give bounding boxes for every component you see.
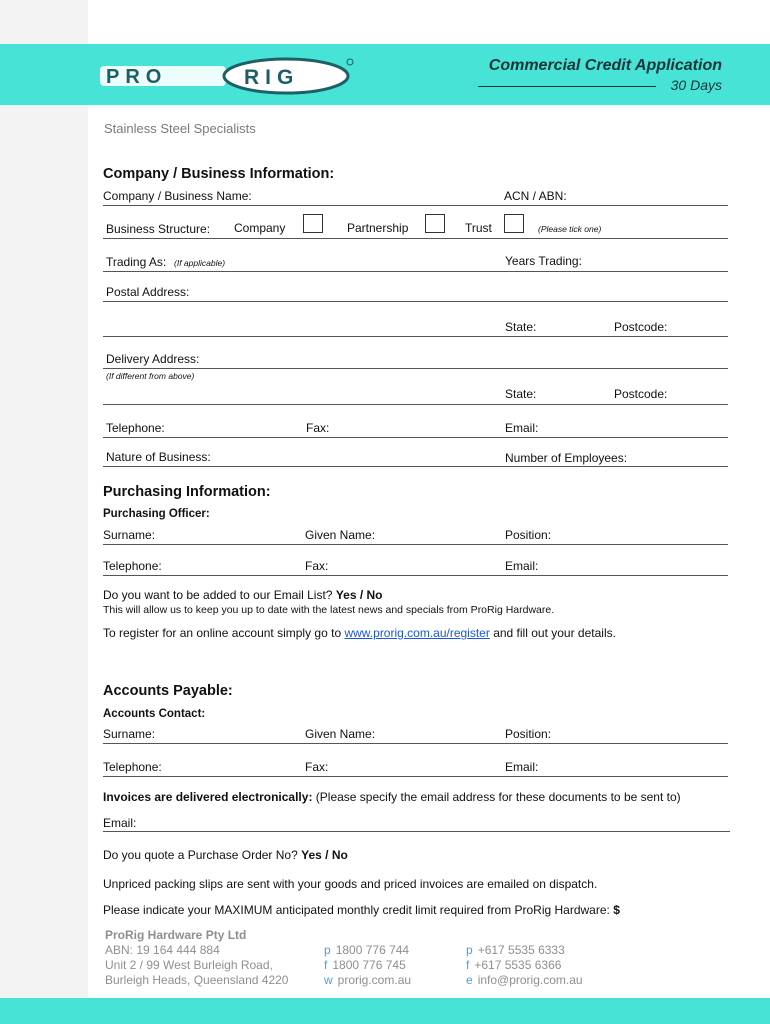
register-link[interactable]: www.prorig.com.au/register — [344, 626, 490, 640]
postal-postcode-label: Postcode: — [614, 320, 668, 334]
purchasing-telephone-label: Telephone: — [103, 559, 162, 573]
company-telephone-label: Telephone: — [106, 421, 165, 435]
footer-email[interactable]: e info@prorig.com.au — [466, 973, 583, 987]
email-list-yes-no[interactable]: Yes / No — [335, 588, 383, 602]
accounts-email-label: Email: — [505, 760, 539, 774]
footer-company-name: ProRig Hardware Pty Ltd — [105, 928, 247, 942]
structure-rule — [103, 238, 728, 239]
invoice-email-field[interactable] — [103, 831, 730, 832]
footer-intl-phone: p +617 5535 6333 — [466, 943, 565, 957]
postal-address-label: Postal Address: — [106, 285, 190, 299]
delivery-address-label: Delivery Address: — [106, 352, 200, 366]
delivery-state-label: State: — [505, 387, 537, 401]
trust-checkbox[interactable] — [504, 214, 524, 233]
footer-abn: ABN: 19 164 444 884 — [105, 943, 220, 957]
purchasing-name-field[interactable] — [103, 544, 728, 545]
accounts-fax-label: Fax: — [305, 760, 329, 774]
email-list-question: Do you want to be added to our Email List? Yes / No — [103, 588, 383, 602]
accounts-contact-field[interactable] — [103, 776, 728, 777]
company-name-label: Company / Business Name: — [103, 189, 252, 203]
invoice-email-label: Email: — [103, 816, 137, 830]
email-list-note: This will allow us to keep you up to date with the latest news and specials from ProRig Hardware. — [103, 604, 555, 616]
form-subtitle: 30 Days — [670, 77, 722, 93]
tagline: Stainless Steel Specialists — [104, 121, 256, 136]
purchasing-email-label: Email: — [505, 559, 539, 573]
svg-text:PRO: PRO — [106, 66, 168, 88]
postal-address-field-2[interactable] — [103, 336, 728, 337]
footer-phone: p 1800 776 744 — [324, 943, 410, 957]
nature-of-business-label: Nature of Business: — [106, 450, 211, 464]
footer-band — [0, 998, 770, 1024]
packing-slip-note: Unpriced packing slips are sent with your goods and priced invoices are emailed on dispatch. — [103, 877, 598, 891]
company-checkbox[interactable] — [303, 214, 323, 233]
purchasing-given-name-label: Given Name: — [305, 528, 376, 542]
delivery-postcode-label: Postcode: — [614, 387, 668, 401]
purchase-order-question: Do you quote a Purchase Order No? Yes / No — [103, 848, 348, 862]
footer-intl-fax: f +617 5535 6366 — [466, 958, 562, 972]
company-section-heading: Company / Business Information: — [103, 166, 335, 182]
purchase-order-yes-no[interactable]: Yes / No — [301, 848, 348, 862]
accounts-contact-label: Accounts Contact: — [103, 708, 206, 720]
accounts-given-name-label: Given Name: — [305, 727, 376, 741]
accounts-section-heading: Accounts Payable: — [103, 683, 233, 699]
credit-limit-question: Please indicate your MAXIMUM anticipated monthly credit limit required from ProRig Hardware: $ — [103, 903, 620, 917]
footer-address-line-1: Unit 2 / 99 West Burleigh Road, — [105, 958, 273, 972]
partnership-checkbox[interactable] — [425, 214, 445, 233]
footer-address-line-2: Burleigh Heads, Queensland 4220 — [105, 973, 289, 987]
company-contact-field[interactable] — [103, 437, 728, 438]
postal-address-field[interactable] — [103, 301, 728, 302]
purchasing-position-label: Position: — [505, 528, 552, 542]
accounts-surname-label: Surname: — [103, 727, 156, 741]
trading-as-field[interactable] — [103, 271, 728, 272]
prorig-logo — [98, 56, 358, 96]
option-company-label: Company — [234, 221, 286, 235]
accounts-telephone-label: Telephone: — [103, 760, 162, 774]
purchasing-contact-field[interactable] — [103, 575, 728, 576]
svg-text:RIG: RIG — [244, 66, 300, 89]
nature-of-business-field[interactable] — [103, 466, 728, 467]
company-fax-label: Fax: — [306, 421, 330, 435]
purchasing-fax-label: Fax: — [305, 559, 329, 573]
footer-website[interactable]: w prorig.com.au — [324, 973, 412, 987]
purchasing-officer-label: Purchasing Officer: — [103, 508, 210, 520]
currency-symbol: $ — [613, 903, 620, 917]
purchasing-surname-label: Surname: — [103, 528, 156, 542]
accounts-name-field[interactable] — [103, 743, 728, 744]
company-name-field[interactable] — [103, 205, 728, 206]
acn-label: ACN / ABN: — [504, 189, 567, 203]
delivery-address-field-2[interactable] — [103, 404, 728, 405]
employees-label: Number of Employees: — [505, 451, 628, 465]
title-rule — [478, 86, 656, 87]
company-email-label: Email: — [505, 421, 539, 435]
register-text: To register for an online account simply go to www.prorig.com.au/register and fill out your details. — [103, 626, 616, 640]
left-margin-strip — [0, 0, 88, 1024]
accounts-position-label: Position: — [505, 727, 552, 741]
years-trading-label: Years Trading: — [505, 254, 582, 268]
delivery-address-field[interactable] — [103, 368, 728, 369]
option-trust-label: Trust — [465, 221, 492, 235]
trading-as-label: Trading As: — [106, 255, 167, 269]
tick-note: (Please tick one) — [538, 224, 602, 234]
invoices-note: Invoices are delivered electronically: (Please specify the email address for these documents to be sent to) — [103, 790, 681, 804]
option-partnership-label: Partnership — [347, 221, 409, 235]
trading-as-note: (If applicable) — [174, 258, 226, 268]
form-title: Commercial Credit Application — [488, 57, 722, 74]
structure-label: Business Structure: — [106, 222, 211, 236]
delivery-note: (If different from above) — [106, 371, 195, 381]
postal-state-label: State: — [505, 320, 537, 334]
footer-fax: f 1800 776 745 — [324, 958, 406, 972]
purchasing-section-heading: Purchasing Information: — [103, 484, 271, 500]
